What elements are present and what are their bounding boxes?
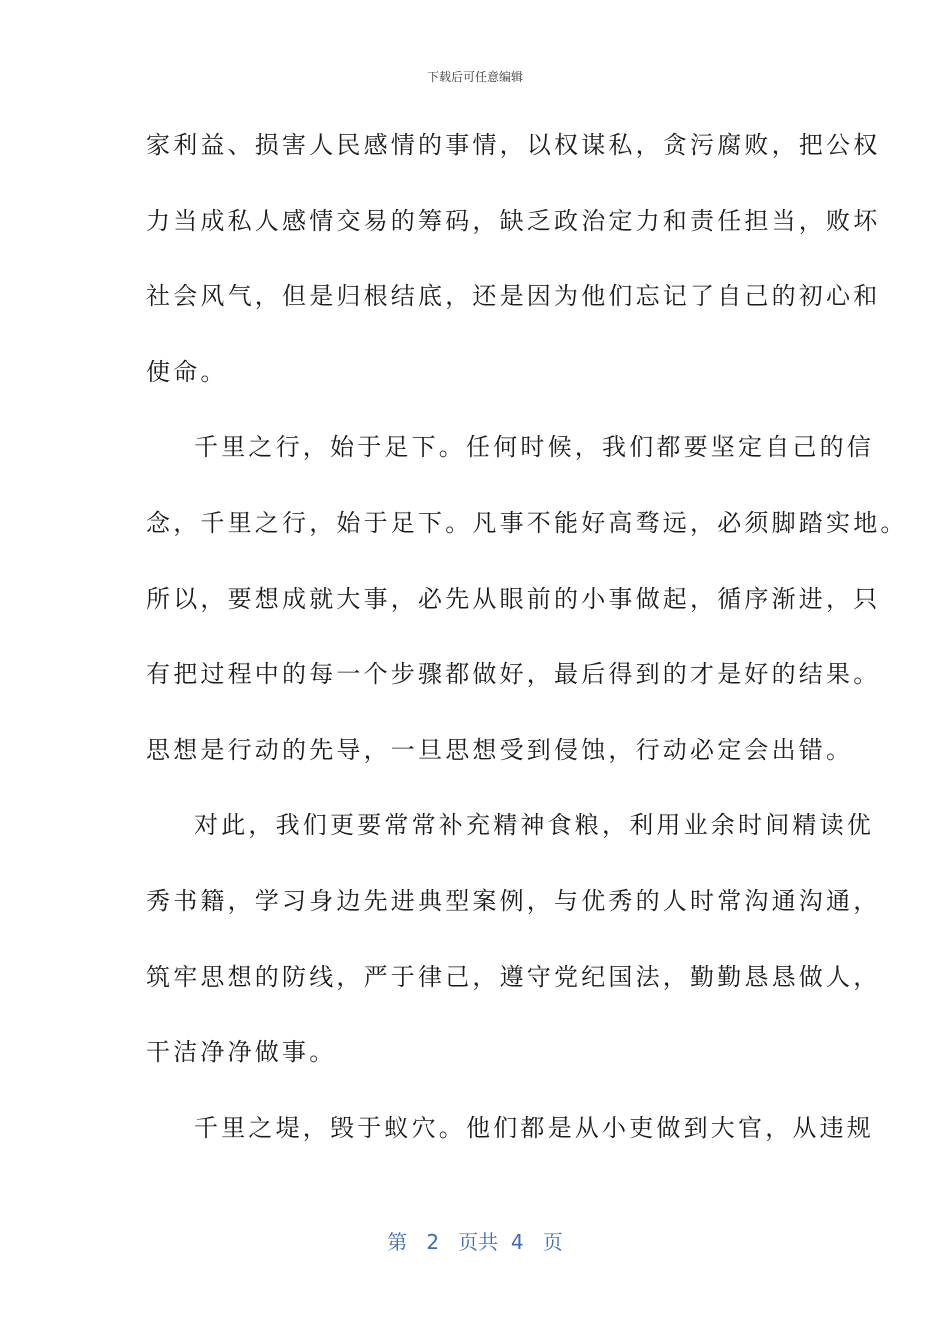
text-line: 社会风气，但是归根结底，还是因为他们忘记了自己的初心和 (146, 282, 881, 311)
text-line: 秀书籍，学习身边先进典型案例，与优秀的人时常沟通沟通， (146, 886, 881, 915)
page-footer (0, 1226, 950, 1255)
page-label-suffix: 页 (542, 1230, 563, 1254)
text-line: 思想是行动的先导，一旦思想受到侵蚀，行动必定会出错。 (146, 735, 854, 764)
text-line: 念，千里之行，始于足下。凡事不能好高骛远，必须脚踏实地。 (146, 508, 908, 537)
text-line: 家利益、损害人民感情的事情，以权谋私，贪污腐败，把公权 (146, 131, 881, 159)
text-line: 所以，要想成就大事，必先从眼前的小事做起，循序渐进，只 (146, 584, 881, 613)
paragraph-first-line: 对此，我们更要常常补充精神食粮，利用业余时间精读优 (194, 811, 874, 840)
text-line: 有把过程中的每一个步骤都做好，最后得到的才是好的结果。 (146, 660, 881, 689)
text-line: 使命。 (146, 357, 228, 386)
paragraph-first-line: 千里之堤，毁于蚁穴。他们都是从小吏做到大官，从违规 (194, 1113, 874, 1142)
paragraph-first-line: 千里之行，始于足下。任何时候，我们都要坚定自己的信 (194, 433, 874, 462)
total-pages-number: 4 (510, 1230, 524, 1254)
page-label-mid: 页共 (458, 1230, 499, 1254)
text-line: 干洁净净做事。 (146, 1038, 337, 1067)
current-page-number: 2 (426, 1230, 440, 1254)
page-label-prefix: 第 (387, 1230, 408, 1254)
text-line: 力当成私人感情交易的筹码，缺乏政治定力和责任担当，败坏 (146, 206, 881, 235)
header-note: 下载后可任意编辑 (426, 70, 523, 84)
text-line: 筑牢思想的防线，严于律己，遵守党纪国法，勤勤恳恳做人， (146, 962, 881, 991)
document-body (146, 124, 908, 1182)
